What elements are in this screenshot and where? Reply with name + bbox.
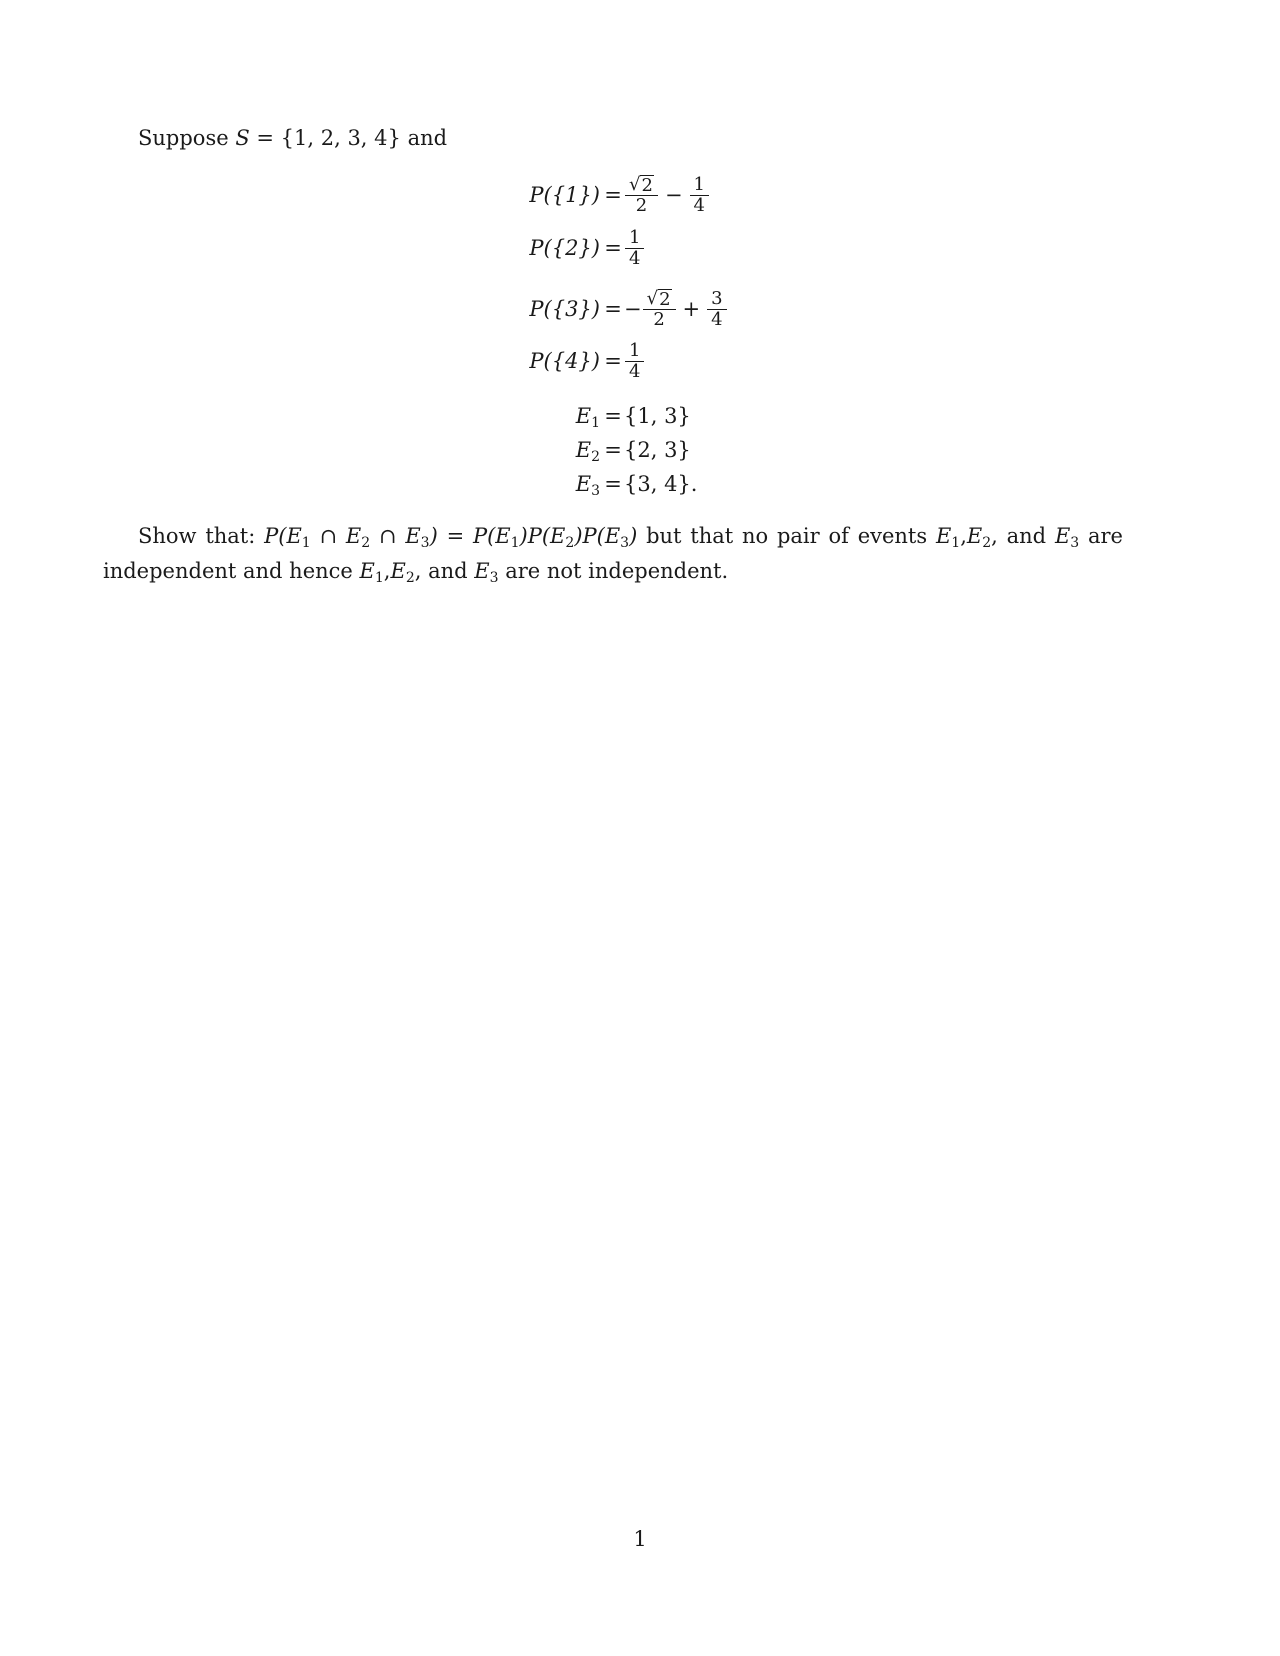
- equation-rhs: [624, 173, 710, 216]
- square-root: √ 2: [629, 173, 653, 196]
- page-number: 1: [633, 1527, 647, 1551]
- equation-lhs: $E_2$: [575, 438, 600, 465]
- equation-lhs: P({2}): [529, 236, 600, 260]
- fraction: $\frac{1}{4}$: [627, 341, 642, 382]
- equation-e1: [0, 401, 1280, 431]
- equation-e2: [0, 435, 1280, 465]
- equation-rhs: {2, 3}: [624, 438, 691, 462]
- equation-p3: [0, 287, 1280, 330]
- equation-rhs: {3, 4}.: [624, 472, 698, 496]
- fraction: √ 2 2: [645, 289, 674, 330]
- equation-e3: [0, 469, 1280, 499]
- intro-and: and: [407, 126, 448, 150]
- intro-line: [138, 124, 447, 152]
- equals-sign: =: [604, 236, 622, 260]
- equation-lhs: $E_3$: [575, 472, 600, 499]
- equation-rhs: [624, 339, 645, 382]
- set-variable: S: [235, 126, 250, 150]
- equals-sign: =: [604, 404, 622, 428]
- equation-rhs: {1, 3}: [624, 404, 691, 428]
- square-root: √ 2: [646, 287, 671, 310]
- equation-lhs: P({1}): [529, 183, 600, 207]
- problem-statement: Show that: $P(E_1$ ∩ $E_2$ ∩ $E_3) = P(E_1)P(E_2)P(E_3)$ but that no pair of events $E_1,E_2$, and $E_3$ are independent and hence $E_1,E_2$, and $E_3$ are not independent.: [103, 524, 1123, 586]
- equals-sign: =: [604, 349, 622, 373]
- plus-operator: +: [682, 297, 701, 321]
- equation-lhs: $E_1$: [575, 404, 600, 431]
- equation-rhs: [624, 287, 728, 330]
- equation-lhs: P({4}): [529, 349, 600, 373]
- equation-rhs: [624, 226, 645, 269]
- equation-p1: [0, 173, 1280, 216]
- fraction: √ 2 2: [627, 175, 656, 216]
- set-definition: = {1, 2, 3, 4}: [249, 126, 408, 150]
- negative-sign: −: [624, 297, 642, 321]
- fraction: $\frac{1}{4}$: [627, 228, 642, 269]
- equals-sign: =: [604, 472, 622, 496]
- fraction: $\frac{3}{4}$: [709, 289, 724, 330]
- fraction: $\frac{1}{4}$: [692, 175, 707, 216]
- intro-prefix: Suppose: [138, 126, 236, 150]
- equals-sign: =: [604, 438, 622, 462]
- equation-lhs: P({3}): [529, 297, 600, 321]
- minus-operator: −: [664, 183, 683, 207]
- equation-p2: [0, 226, 1280, 269]
- equals-sign: =: [604, 183, 622, 207]
- show-that-label: Show that:: [138, 524, 265, 548]
- equals-sign: =: [604, 297, 622, 321]
- equation-p4: [0, 339, 1280, 382]
